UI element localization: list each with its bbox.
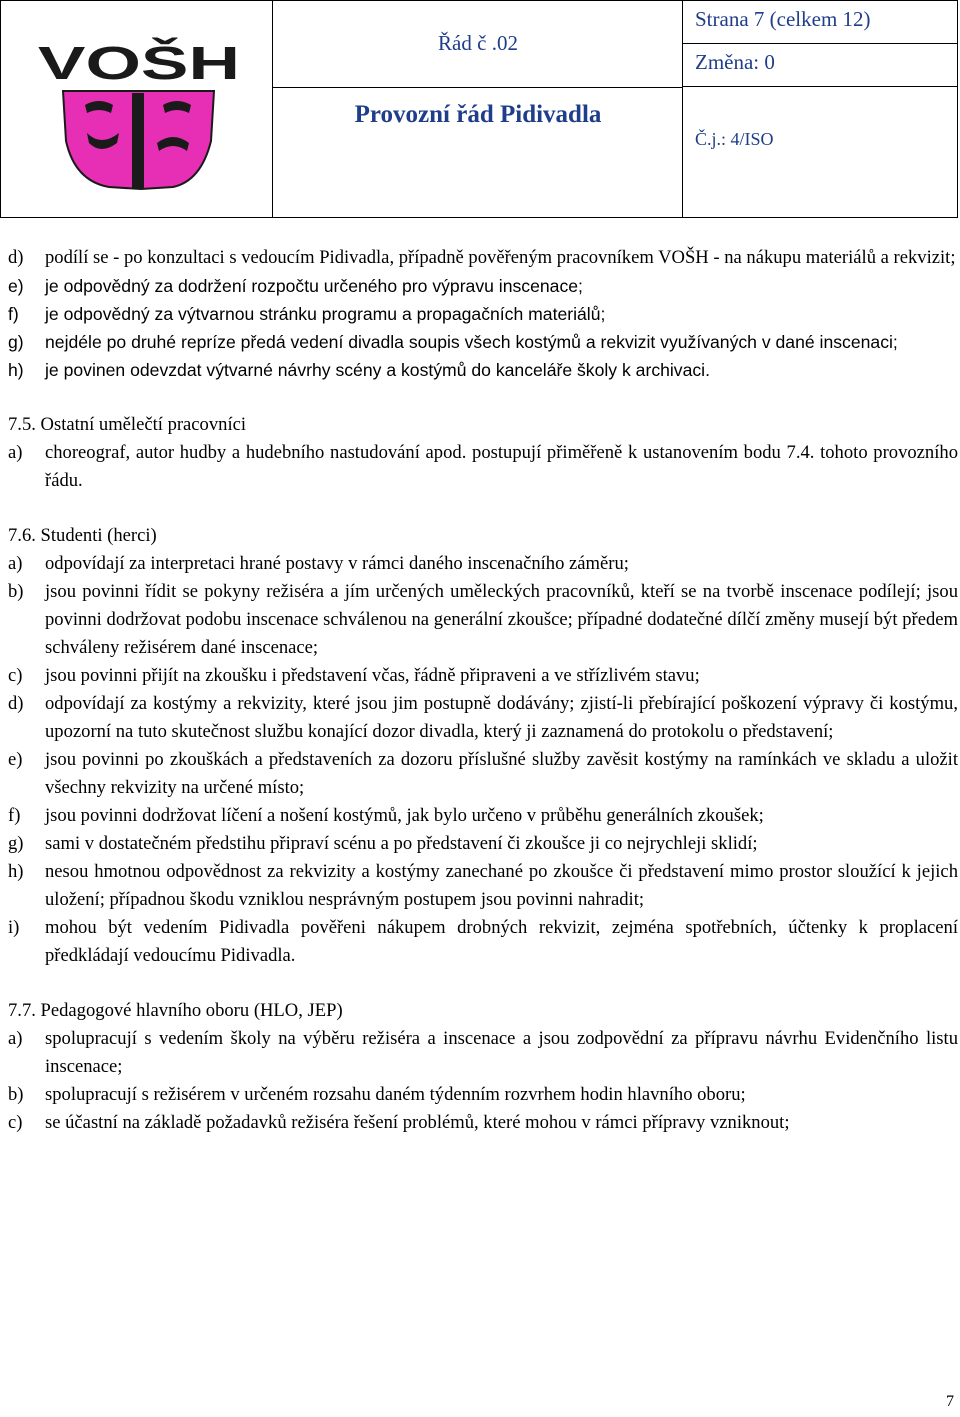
list-block-1 (8, 244, 960, 384)
logo-wordmark: VOŠH (37, 37, 240, 89)
list-item: b) spolupracují s režisérem v určeném rozsahu daném týdenním rozvrhem hodin hlavního oboru; (8, 1084, 746, 1105)
list-item: b) jsou povinni řídit se pokyny režiséra a jím určených uměleckých pracovníků, kteří se na tvorbě inscenace podílejí; jsou povinni dodržovat podobu inscenace schválenou na generální zkoušce; případné dodatečné dílčí změny musejí být předem schváleny režisérem dané inscenace; (8, 581, 958, 658)
list-item: f) jsou povinni dodržovat líčení a nošení kostýmů, jak bylo určeno v průběhu generálních zkoušek; (8, 805, 764, 826)
list-item: e) jsou povinni po zkouškách a představeních za dozoru příslušné služby zavěsit kostýmy na ramínkách ve skladu a uložit všechny rekvizity na určené místo; (8, 749, 958, 798)
change-info: Změna: 0 (683, 44, 958, 87)
document-body (8, 244, 960, 1137)
rad-number: Řád č .02 (438, 31, 518, 55)
section-7-7 (8, 997, 960, 1137)
list-item: d) podílí se - po konzultaci s vedoucím Pidivadla, případně pověřeným pracovníkem VOŠH - na nákupu materiálů a rekvizit; (8, 247, 956, 268)
list-item: g) nejdéle po druhé repríze předá vedení divadla soupis všech kostýmů a rekvizit využívaných v dané inscenaci; (8, 332, 898, 352)
reference-number: Č.j.: 4/ISO (695, 129, 774, 149)
logo-cell (1, 1, 273, 217)
page-info: Strana 7 (celkem 12) (683, 1, 958, 44)
list-item: a) spolupracují s vedením školy na výběru režiséra a inscenace a jsou zodpovědní za přípravu návrhu Evidenčního listu inscenace; (8, 1028, 958, 1077)
list-item: a) odpovídají za interpretaci hrané postavy v rámci daného inscenačního záměru; (8, 553, 629, 574)
list-item: e) je odpovědný za dodržení rozpočtu určeného pro výpravu inscenace; (8, 276, 583, 296)
list-item: f) je odpovědný za výtvarnou stránku programu a propagačních materiálů; (8, 304, 606, 324)
document-header (0, 0, 958, 218)
list-item: c) se účastní na základě požadavků režiséra řešení problémů, které mohou v rámci přípravy vzniknout; (8, 1112, 790, 1133)
list-item: g) sami v dostatečném předstihu připraví scénu a po představení či zkoušce ji co nejrychleji sklidí; (8, 833, 758, 854)
list-item: i) mohou být vedením Pidivadla pověřeni nákupem drobných rekvizit, zejména spotřebních, účtenky k proplacení předkládají vedoucímu Pidivadla. (8, 917, 958, 966)
list-item: c) jsou povinni přijít na zkoušku i představení včas, řádně připraveni a ve střízlivém stavu; (8, 665, 700, 686)
section-7-6 (8, 522, 960, 970)
title-cell (273, 1, 683, 217)
meta-cell (683, 1, 958, 217)
vosh-logo (1, 1, 273, 217)
list-item: h) nesou hmotnou odpovědnost za rekvizity a kostýmy zanechané po zkoušce či představení mimo prostor sloužící k jejich uložení; případnou škodu vzniklou nesprávným postupem jsou povinni nahradit; (8, 861, 958, 910)
list-item: a) choreograf, autor hudby a hudebního nastudování apod. postupují přiměřeně k ustanovením bodu 7.4. tohoto provozního řádu. (8, 442, 958, 491)
list-item: d) odpovídají za kostýmy a rekvizity, které jsou jim postupně dodávány; zjistí-li přebírající poškození výpravy či kostýmu, upozorní na tuto skutečnost službu konající dozor divadla, který ji zaznamená do protokolu o představení; (8, 693, 958, 742)
section-7-5 (8, 411, 960, 495)
section-heading: 7.7. Pedagogové hlavního oboru (HLO, JEP) (8, 1000, 343, 1021)
section-heading: 7.5. Ostatní umělečtí pracovníci (8, 414, 247, 435)
list-item: h) je povinen odevzdat výtvarné návrhy scény a kostýmů do kanceláře školy k archivaci. (8, 360, 710, 380)
section-heading: 7.6. Studenti (herci) (8, 525, 157, 546)
page-number: 7 (946, 1393, 954, 1410)
document-title: Provozní řád Pidivadla (354, 101, 602, 128)
